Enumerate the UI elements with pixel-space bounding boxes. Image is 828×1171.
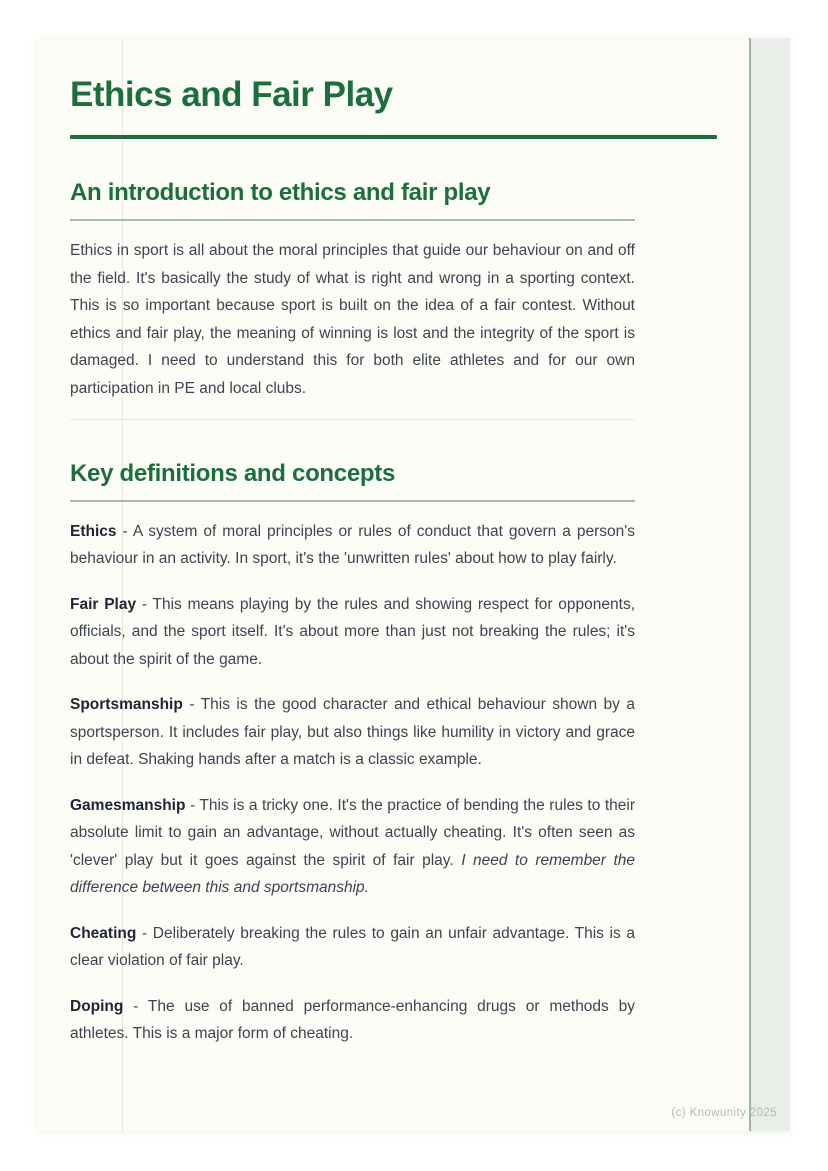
definition-text: - A system of moral principles or rules of conduct that govern a person's behaviour in an activity. In sport, it's the 'unwritten rules' about how to play fairly. (70, 522, 635, 568)
intro-paragraph: Ethics in sport is all about the moral principles that guide our behaviour on and off the field. It's basically the study of what is right and wrong in a sporting context. This is so important because sport is built on the idea of a fair contest. Without ethics and fair play, the meaning of winning is lost and the integrity of the sport is damaged. I need to understand this for both elite athletes and for our own participation in PE and local clubs. (70, 242, 635, 397)
definition-item (70, 691, 635, 774)
intro-section (70, 179, 717, 420)
definition-text: - Deliberately breaking the rules to gain an unfair advantage. This is a clear violation of fair play. (70, 924, 635, 970)
definitions-section (70, 460, 717, 1048)
definition-item (70, 993, 635, 1048)
footer-credit: (c) Knowunity 2025 (671, 1107, 777, 1119)
intro-heading-underline (70, 219, 635, 221)
definition-text: - This is the good character and ethical behaviour shown by a sportsperson. It includes fair play, but also things like humility in victory and grace in defeat. Shaking hands after a match is a classic example. (70, 696, 636, 769)
definitions-heading-underline (70, 500, 635, 502)
definition-term: Doping (70, 997, 124, 1015)
document-card (38, 38, 790, 1131)
definition-text: - The use of banned performance-enhancing drugs or methods by athletes. This is a major form of cheating. (70, 997, 636, 1043)
section-divider (70, 419, 635, 420)
intro-section-heading: An introduction to ethics and fair play (70, 179, 491, 207)
definition-term: Fair Play (70, 595, 137, 613)
definition-note: I need to remember the difference between this and sportsmanship. (70, 851, 635, 897)
right-accent-strip (749, 38, 790, 1131)
definitions-list (70, 518, 635, 1048)
definition-item (70, 920, 635, 975)
document-content (70, 38, 717, 1048)
definition-term: Ethics (70, 522, 117, 540)
definition-term: Sportsmanship (70, 696, 183, 714)
definition-item (70, 792, 635, 902)
page-title: Ethics and Fair Play (70, 75, 393, 114)
title-rule (70, 135, 717, 139)
definition-text: - This means playing by the rules and showing respect for opponents, officials, and the sport itself. It's about more than just not breaking the rules; it's about the spirit of the game. (70, 595, 636, 668)
definition-term: Gamesmanship (70, 796, 186, 814)
definition-term: Cheating (70, 924, 137, 942)
definition-text: - This is a tricky one. It's the practice of bending the rules to their absolute limit to gain an advantage, without actually cheating. It's often seen as 'clever' play but it goes against the spirit of fair play. (70, 796, 635, 869)
definitions-section-heading: Key definitions and concepts (70, 460, 395, 488)
definition-item (70, 518, 635, 573)
definition-item (70, 591, 635, 674)
intro-body (70, 237, 635, 420)
